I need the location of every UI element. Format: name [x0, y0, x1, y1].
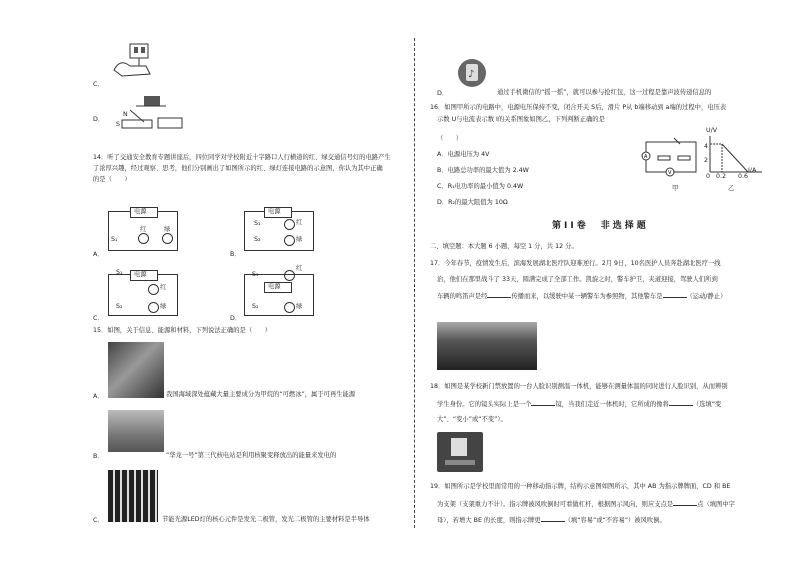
q17-line2: 治，他们在那里战斗了 33天，圆满完成了全部工作。凯旋之时，警车护卫，夹道迎接，驾驶人们所到	[437, 276, 718, 283]
q15-option-a-text: 我国海域深处蕴藏大量主要成分为甲烷的“可燃冰”，属于可再生能源	[166, 391, 356, 398]
q18-line2-b: 镜，当我们走近一体机时，它所成的像将	[555, 401, 669, 408]
q18-blank-1[interactable]	[531, 399, 555, 406]
q14-d-red: 红	[296, 265, 303, 272]
q19-line2	[437, 499, 735, 509]
svg-text:♪: ♪	[468, 69, 475, 80]
svg-text:A: A	[644, 154, 648, 160]
q17-line3-a: 车辆的鸣笛声是经	[437, 293, 488, 300]
q13-figure-c	[110, 40, 156, 80]
q16-stem-line1: 16．如图甲所示的电路中，电源电压保持不变，闭合开关 S后，滑片 P从 b端移动到 a端的过程中，电压表	[430, 104, 727, 111]
u-i-graph-icon	[704, 132, 766, 180]
q17-blank-1[interactable]	[487, 291, 511, 298]
q15-stem: 15．如图，关于信息、能源和材料，下列说法正确的是（ ）	[93, 327, 272, 334]
q14-stem-line2: 了浓厚兴趣，经过观察、思考，他们分别画出了如图所示的红、绿灯连接电路的示意图，你认为其中正确	[93, 165, 383, 172]
magnet-circuit-icon	[108, 92, 188, 134]
q18-line2-c: （选填“变	[692, 401, 722, 408]
q16-stem-line3: （ ）	[437, 135, 463, 142]
q14-d-green: 绿	[296, 303, 303, 310]
section2-title: 第II卷 非选择题	[552, 221, 649, 231]
q16-tick-0.6: 0.6	[738, 173, 749, 180]
q17-blank-2[interactable]	[663, 291, 687, 298]
circuit-figure-icon	[110, 40, 156, 80]
q16-stem-line2: 示数 U与电流表示数 I的关系图象如图乙，下列判断正确的是	[437, 116, 605, 123]
q19-line3-a: 母），若增大 BE 的长度，则指示牌更	[437, 517, 541, 524]
face-recognition-device-photo	[437, 432, 483, 472]
q19-line3-b: （填“容易”或“不容易”）被风吹倒。	[564, 517, 666, 524]
q19-line2-b: 点（填图中字	[697, 501, 735, 508]
q18-line1: 18．如图是某学校新门禁放置的一台人脸识别测温一体机，能够在测量体温的同时进行人脸识别，从而辨别	[430, 383, 728, 390]
q14-option-b-label: B．	[230, 251, 241, 258]
q16-tick-2: 2	[704, 157, 709, 164]
q14-b-red: 红	[296, 219, 303, 226]
q14-d-power-label: 电源	[268, 283, 281, 290]
q16-option-b: B．电路总功率的最大值为 2.4W	[437, 167, 529, 174]
q18-blank-2[interactable]	[669, 399, 693, 406]
q14-b-s1: S₁	[254, 220, 261, 227]
q16-axis-i: I/A	[748, 167, 757, 174]
q16-graph-yi	[704, 132, 766, 180]
phone-shake-icon	[452, 52, 492, 90]
q19-line1: 19．如图所示是学校里面常用的一种移动指示牌，结构示意图如图所示，其中 AB 为指示牌牌面，CD 和 BE	[430, 483, 731, 490]
combustible-ice-photo	[108, 342, 164, 398]
q15-option-c-text: 节能光源LED灯的核心元件是发光二极管，发光二极管的主要材料是半导体	[162, 516, 370, 523]
q16-option-c: C．R₁电功率的最小值为 0.4W	[437, 183, 524, 190]
q18-line2	[437, 399, 721, 409]
q13-figure-d	[108, 92, 188, 134]
q17-line3-c: （运动/静止）	[686, 293, 727, 300]
q14-d-s2: S₂	[252, 303, 259, 310]
column-divider	[414, 38, 415, 528]
circuit-diagram-icon	[640, 136, 702, 184]
led-light-photo	[108, 470, 158, 522]
q15-option-d-text: 通过手机微信的“摇一摇”，就可以参与抢红包，这一过程是靠声波传递信息的	[497, 89, 712, 96]
q14-c-s2: S₂	[116, 303, 123, 310]
magnet-s-label: S	[116, 121, 120, 128]
nuclear-plant-photo	[108, 410, 164, 452]
q17-line3-b: 传播而来，以缓驶中某一辆警车为参照物，其他警车是	[511, 293, 663, 300]
q14-c-red: 红	[160, 284, 167, 291]
police-motorcade-photo	[437, 322, 537, 370]
q16-tick-origin: 0	[706, 173, 711, 180]
q15-option-a-label: A．	[93, 393, 104, 400]
q14-stem-line3: 的是（ ）	[93, 176, 131, 183]
q15-option-c-label: C．	[93, 517, 104, 524]
q15-option-b-text: “华龙一号”第三代核电站是利用核聚变释放出的能量来发电的	[166, 452, 337, 459]
q14-circuit-b	[244, 205, 314, 253]
q17-line1: 17．今年春节，疫情发生后，滨海发展湖北医疗队迎难逆行。2月 9日，10名医护人员奔赴湖北医疗一线	[430, 260, 721, 267]
q19-blank-2[interactable]	[541, 515, 565, 522]
q16-circuit-jia	[640, 136, 702, 184]
q16-tick-0.2: 0.2	[716, 173, 727, 180]
q14-a-power-label: 电源	[134, 208, 147, 215]
q14-c-s1: S₁	[116, 269, 123, 276]
q15-option-b-label: B．	[93, 453, 104, 460]
q15-option-d-label: D．	[437, 90, 449, 97]
q16-fig-jia-label: 甲	[672, 185, 679, 192]
q16-fig-yi-label: 乙	[728, 185, 735, 192]
q14-b-power-label: 电源	[268, 208, 281, 215]
q14-circuit-c	[108, 268, 178, 318]
q14-b-s2: S₂	[254, 236, 261, 243]
q14-a-red: 红	[140, 226, 147, 233]
q19-blank-1[interactable]	[673, 499, 697, 506]
svg-text:V: V	[668, 170, 672, 176]
q14-a-s1: S₁	[111, 236, 118, 243]
q14-circuit-a	[108, 205, 178, 253]
q14-circuit-d	[244, 265, 314, 318]
q14-b-green: 绿	[296, 236, 303, 243]
q14-stem-line1: 14．听了交通安全教育专题讲座后，四位同学对学校附近十字路口人行横道的红、绿交通信号灯的电路产生	[93, 154, 391, 161]
q16-tick-4: 4	[704, 143, 709, 150]
q14-option-d-label: D．	[230, 315, 242, 322]
q18-line3: 大”、“变小”或“不变”）。	[437, 416, 507, 423]
magnet-n-label: N	[123, 111, 128, 118]
q16-option-d: D．R₂的最大阻值为 10Ω	[437, 199, 508, 206]
q13-option-c-label: C．	[93, 81, 104, 88]
q14-option-c-label: C．	[93, 315, 104, 322]
q14-a-green: 绿	[164, 226, 171, 233]
q16-axis-u: U/V	[706, 127, 718, 134]
fill-blank-heading: 二、填空题：本大题 6 小题，每空 1 分，共 12 分。	[430, 243, 578, 250]
q19-line2-a: 为支架（支架重力不计）。指示牌被风吹倒时可看做杠杆，根据图示风向，则应支点是	[437, 501, 674, 508]
q18-line2-a: 学生身份。它的镜头实际上是一个	[437, 401, 532, 408]
q16-option-a: A．电源电压为 4V	[437, 151, 490, 158]
q14-d-s1: S₁	[252, 271, 259, 278]
q14-c-green: 绿	[160, 303, 167, 310]
q19-line3	[437, 515, 666, 525]
wechat-shake-icon	[452, 52, 492, 90]
q14-c-power-label: 电源	[134, 271, 147, 278]
q17-line3	[437, 291, 726, 301]
q13-option-d-label: D．	[93, 116, 105, 123]
q14-option-a-label: A．	[93, 251, 104, 258]
